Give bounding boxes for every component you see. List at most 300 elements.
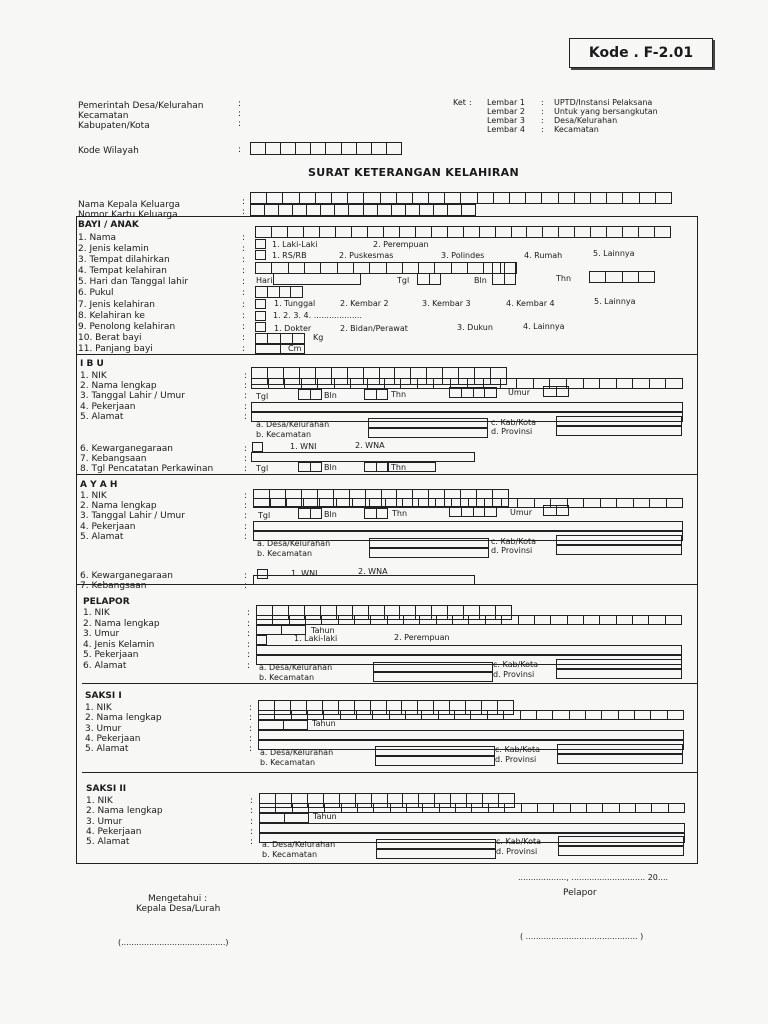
char-cell[interactable]: [518, 498, 535, 508]
char-cell[interactable]: [391, 803, 407, 813]
char-cell[interactable]: [543, 505, 557, 516]
char-cell[interactable]: [364, 462, 377, 472]
char-cell[interactable]: [304, 498, 321, 508]
char-cell[interactable]: [332, 192, 348, 204]
char-cell[interactable]: [606, 271, 622, 283]
char-cell[interactable]: [364, 389, 377, 400]
saksi1-desa-field[interactable]: [375, 746, 495, 756]
saksi2-kecamatan-field[interactable]: [376, 849, 496, 859]
char-cell[interactable]: [587, 803, 603, 813]
char-cell[interactable]: [387, 142, 402, 155]
char-cell[interactable]: [268, 286, 280, 298]
char-cell[interactable]: [292, 710, 308, 720]
char-cell[interactable]: [280, 286, 292, 298]
char-cell[interactable]: [591, 226, 607, 238]
char-cell[interactable]: [352, 226, 368, 238]
char-cell[interactable]: [474, 387, 486, 398]
ibu-kecamatan-field[interactable]: [368, 428, 488, 438]
saksi1-provinsi-field[interactable]: [557, 754, 683, 764]
pukul-boxes[interactable]: [255, 286, 303, 298]
char-cell[interactable]: [287, 498, 304, 508]
char-cell[interactable]: [607, 226, 623, 238]
ayah-provinsi-field[interactable]: [556, 545, 682, 555]
char-cell[interactable]: [364, 204, 378, 216]
char-cell[interactable]: [368, 378, 385, 389]
jenis-kelahiran-box[interactable]: [255, 299, 266, 309]
kawin-bln-boxes[interactable]: [364, 462, 388, 472]
char-cell[interactable]: [601, 498, 618, 508]
char-cell[interactable]: [472, 803, 488, 813]
char-cell[interactable]: [368, 226, 384, 238]
char-cell[interactable]: [416, 226, 432, 238]
char-cell[interactable]: [267, 192, 283, 204]
char-cell[interactable]: [600, 615, 616, 625]
char-cell[interactable]: [311, 462, 323, 472]
char-cell[interactable]: [306, 615, 322, 625]
char-cell[interactable]: [429, 192, 445, 204]
char-cell[interactable]: [355, 615, 371, 625]
saksi2-umur-boxes[interactable]: [259, 813, 309, 823]
char-cell[interactable]: [377, 389, 389, 400]
char-cell[interactable]: [255, 262, 272, 274]
char-cell[interactable]: [378, 204, 392, 216]
char-cell[interactable]: [650, 498, 667, 508]
pelapor-jk-box[interactable]: [256, 635, 267, 645]
char-cell[interactable]: [591, 192, 607, 204]
char-cell[interactable]: [586, 710, 602, 720]
hari-field[interactable]: [273, 273, 361, 285]
char-cell[interactable]: [423, 803, 439, 813]
char-cell[interactable]: [357, 710, 373, 720]
char-cell[interactable]: [335, 378, 352, 389]
char-cell[interactable]: [273, 615, 289, 625]
char-cell[interactable]: [265, 204, 279, 216]
char-cell[interactable]: [281, 333, 293, 344]
bayi-tempat-box[interactable]: [255, 250, 266, 260]
char-cell[interactable]: [461, 192, 477, 204]
char-cell[interactable]: [602, 710, 618, 720]
char-cell[interactable]: [568, 498, 585, 508]
char-cell[interactable]: [255, 344, 281, 354]
char-cell[interactable]: [448, 226, 464, 238]
char-cell[interactable]: [397, 192, 413, 204]
char-cell[interactable]: [357, 142, 372, 155]
char-cell[interactable]: [302, 378, 319, 389]
char-cell[interactable]: [288, 226, 304, 238]
char-cell[interactable]: [321, 204, 335, 216]
char-cell[interactable]: [551, 615, 567, 625]
char-cell[interactable]: [462, 204, 476, 216]
char-cell[interactable]: [633, 615, 649, 625]
saksi2-desa-field[interactable]: [376, 839, 496, 849]
char-cell[interactable]: [311, 389, 323, 400]
char-cell[interactable]: [445, 192, 461, 204]
pelapor-pekerjaan-field[interactable]: [256, 645, 682, 655]
char-cell[interactable]: [570, 710, 586, 720]
char-cell[interactable]: [651, 710, 667, 720]
char-cell[interactable]: [538, 803, 554, 813]
ayah-umur-boxes[interactable]: [543, 505, 569, 516]
char-cell[interactable]: [557, 386, 570, 397]
char-cell[interactable]: [600, 378, 617, 389]
char-cell[interactable]: [504, 710, 520, 720]
char-cell[interactable]: [640, 192, 656, 204]
char-cell[interactable]: [455, 710, 471, 720]
char-cell[interactable]: [293, 204, 307, 216]
char-cell[interactable]: [285, 378, 302, 389]
char-cell[interactable]: [620, 803, 636, 813]
char-cell[interactable]: [349, 204, 363, 216]
char-cell[interactable]: [404, 615, 420, 625]
char-cell[interactable]: [256, 625, 282, 635]
nomor-kk-boxes[interactable]: [250, 204, 476, 216]
char-cell[interactable]: [432, 226, 448, 238]
char-cell[interactable]: [617, 378, 634, 389]
kelahiran-ke-box[interactable]: [255, 311, 266, 321]
char-cell[interactable]: [255, 286, 268, 298]
char-cell[interactable]: [258, 710, 275, 720]
char-cell[interactable]: [617, 615, 633, 625]
char-cell[interactable]: [400, 226, 416, 238]
char-cell[interactable]: [480, 226, 496, 238]
berat-boxes[interactable]: [255, 333, 305, 344]
char-cell[interactable]: [311, 508, 323, 519]
char-cell[interactable]: [250, 192, 267, 204]
char-cell[interactable]: [543, 386, 557, 397]
char-cell[interactable]: [272, 226, 288, 238]
char-cell[interactable]: [385, 378, 402, 389]
char-cell[interactable]: [374, 803, 390, 813]
char-cell[interactable]: [296, 142, 311, 155]
char-cell[interactable]: [584, 378, 601, 389]
char-cell[interactable]: [492, 262, 505, 285]
char-cell[interactable]: [406, 204, 420, 216]
char-cell[interactable]: [543, 226, 559, 238]
char-cell[interactable]: [392, 204, 406, 216]
char-cell[interactable]: [521, 710, 537, 720]
char-cell[interactable]: [285, 813, 310, 823]
char-cell[interactable]: [623, 271, 639, 283]
char-cell[interactable]: [406, 710, 422, 720]
char-cell[interactable]: [502, 498, 519, 508]
char-cell[interactable]: [655, 226, 671, 238]
char-cell[interactable]: [291, 286, 303, 298]
char-cell[interactable]: [251, 378, 269, 389]
char-cell[interactable]: [468, 262, 484, 274]
char-cell[interactable]: [584, 498, 601, 508]
char-cell[interactable]: [307, 204, 321, 216]
char-cell[interactable]: [505, 262, 517, 285]
char-cell[interactable]: [284, 720, 309, 730]
char-cell[interactable]: [489, 803, 505, 813]
char-cell[interactable]: [255, 333, 268, 344]
char-cell[interactable]: [250, 142, 266, 155]
char-cell[interactable]: [250, 204, 265, 216]
char-cell[interactable]: [571, 803, 587, 813]
saksi1-pekerjaan-field[interactable]: [258, 730, 684, 740]
char-cell[interactable]: [478, 192, 494, 204]
char-cell[interactable]: [268, 333, 280, 344]
char-cell[interactable]: [656, 192, 672, 204]
ibu-kebangsaan-field[interactable]: [251, 452, 475, 462]
char-cell[interactable]: [401, 378, 418, 389]
char-cell[interactable]: [364, 508, 377, 519]
pelapor-kab-field[interactable]: [556, 659, 682, 669]
char-cell[interactable]: [311, 142, 326, 155]
char-cell[interactable]: [300, 192, 316, 204]
char-cell[interactable]: [471, 710, 487, 720]
char-cell[interactable]: [293, 803, 309, 813]
char-cell[interactable]: [348, 192, 364, 204]
char-cell[interactable]: [636, 803, 652, 813]
char-cell[interactable]: [279, 204, 293, 216]
char-cell[interactable]: [371, 615, 387, 625]
saksi2-pekerjaan-field[interactable]: [259, 823, 685, 833]
char-cell[interactable]: [635, 710, 651, 720]
char-cell[interactable]: [474, 506, 486, 517]
saksi2-kab-field[interactable]: [558, 836, 684, 846]
char-cell[interactable]: [293, 333, 305, 344]
char-cell[interactable]: [456, 803, 472, 813]
char-cell[interactable]: [526, 192, 542, 204]
char-cell[interactable]: [522, 803, 538, 813]
ibu-tgl-boxes[interactable]: [298, 389, 322, 400]
char-cell[interactable]: [337, 498, 354, 508]
kawin-tgl-boxes[interactable]: [298, 462, 322, 472]
char-cell[interactable]: [589, 271, 606, 283]
char-cell[interactable]: [358, 803, 374, 813]
bayi-jk-box[interactable]: [255, 239, 266, 249]
char-cell[interactable]: [377, 508, 389, 519]
char-cell[interactable]: [275, 710, 291, 720]
char-cell[interactable]: [298, 508, 311, 519]
char-cell[interactable]: [322, 615, 338, 625]
char-cell[interactable]: [554, 803, 570, 813]
char-cell[interactable]: [496, 226, 512, 238]
char-cell[interactable]: [320, 226, 336, 238]
char-cell[interactable]: [290, 615, 306, 625]
char-cell[interactable]: [420, 615, 436, 625]
char-cell[interactable]: [335, 204, 349, 216]
tgl-boxes[interactable]: [417, 273, 441, 285]
ibu-thn-boxes[interactable]: [449, 387, 497, 398]
saksi1-umur-boxes[interactable]: [258, 720, 308, 730]
ibu-desa-field[interactable]: [368, 418, 488, 428]
char-cell[interactable]: [281, 142, 296, 155]
char-cell[interactable]: [255, 226, 272, 238]
char-cell[interactable]: [407, 803, 423, 813]
saksi1-kecamatan-field[interactable]: [375, 756, 495, 766]
pelapor-desa-field[interactable]: [373, 662, 493, 672]
char-cell[interactable]: [370, 262, 386, 274]
ayah-bln-boxes[interactable]: [364, 508, 388, 519]
char-cell[interactable]: [417, 273, 430, 285]
char-cell[interactable]: [568, 615, 584, 625]
ayah-thn-boxes[interactable]: [449, 506, 497, 517]
char-cell[interactable]: [372, 142, 387, 155]
char-cell[interactable]: [617, 498, 634, 508]
char-cell[interactable]: [575, 226, 591, 238]
pelapor-provinsi-field[interactable]: [556, 669, 682, 679]
char-cell[interactable]: [341, 710, 357, 720]
char-cell[interactable]: [413, 192, 429, 204]
char-cell[interactable]: [623, 226, 639, 238]
char-cell[interactable]: [462, 506, 474, 517]
saksi1-kab-field[interactable]: [557, 744, 683, 754]
char-cell[interactable]: [373, 710, 389, 720]
ibu-umur-boxes[interactable]: [543, 386, 569, 397]
char-cell[interactable]: [527, 226, 543, 238]
char-cell[interactable]: [567, 378, 584, 389]
char-cell[interactable]: [623, 192, 639, 204]
char-cell[interactable]: [519, 615, 535, 625]
char-cell[interactable]: [669, 803, 685, 813]
char-cell[interactable]: [342, 803, 358, 813]
char-cell[interactable]: [434, 204, 448, 216]
char-cell[interactable]: [439, 710, 455, 720]
char-cell[interactable]: [258, 720, 284, 730]
penolong-box[interactable]: [255, 322, 266, 332]
char-cell[interactable]: [462, 387, 474, 398]
char-cell[interactable]: [430, 273, 442, 285]
char-cell[interactable]: [351, 378, 368, 389]
char-cell[interactable]: [512, 226, 528, 238]
char-cell[interactable]: [283, 192, 299, 204]
char-cell[interactable]: [388, 462, 436, 472]
char-cell[interactable]: [666, 378, 683, 389]
char-cell[interactable]: [486, 615, 502, 625]
char-cell[interactable]: [505, 803, 521, 813]
ibu-bln-boxes[interactable]: [364, 389, 388, 400]
char-cell[interactable]: [419, 498, 436, 508]
char-cell[interactable]: [452, 262, 468, 274]
char-cell[interactable]: [634, 498, 651, 508]
char-cell[interactable]: [364, 192, 380, 204]
pelapor-nama-boxes[interactable]: [256, 615, 682, 625]
ayah-desa-field[interactable]: [369, 538, 489, 548]
char-cell[interactable]: [403, 498, 420, 508]
char-cell[interactable]: [502, 615, 518, 625]
char-cell[interactable]: [488, 710, 504, 720]
char-cell[interactable]: [559, 192, 575, 204]
char-cell[interactable]: [494, 192, 510, 204]
char-cell[interactable]: [298, 462, 311, 472]
char-cell[interactable]: [353, 498, 370, 508]
char-cell[interactable]: [650, 378, 667, 389]
char-cell[interactable]: [253, 498, 271, 508]
char-cell[interactable]: [649, 615, 665, 625]
char-cell[interactable]: [559, 226, 575, 238]
char-cell[interactable]: [575, 192, 591, 204]
ayah-kecamatan-field[interactable]: [369, 548, 489, 558]
char-cell[interactable]: [377, 462, 389, 472]
char-cell[interactable]: [387, 262, 403, 274]
char-cell[interactable]: [256, 615, 273, 625]
char-cell[interactable]: [639, 271, 655, 283]
char-cell[interactable]: [449, 387, 462, 398]
char-cell[interactable]: [339, 615, 355, 625]
char-cell[interactable]: [553, 710, 569, 720]
thn-boxes[interactable]: [589, 271, 655, 283]
char-cell[interactable]: [619, 710, 635, 720]
char-cell[interactable]: [607, 192, 623, 204]
char-cell[interactable]: [259, 813, 285, 823]
char-cell[interactable]: [418, 378, 435, 389]
char-cell[interactable]: [668, 710, 684, 720]
char-cell[interactable]: [266, 142, 281, 155]
char-cell[interactable]: [453, 615, 469, 625]
char-cell[interactable]: [666, 615, 682, 625]
nama-kepala-boxes[interactable]: [250, 192, 672, 204]
char-cell[interactable]: [390, 710, 406, 720]
char-cell[interactable]: [485, 387, 497, 398]
char-cell[interactable]: [420, 204, 434, 216]
char-cell[interactable]: [298, 389, 311, 400]
char-cell[interactable]: [276, 803, 292, 813]
char-cell[interactable]: [633, 378, 650, 389]
char-cell[interactable]: [271, 498, 288, 508]
char-cell[interactable]: [342, 142, 357, 155]
char-cell[interactable]: [304, 226, 320, 238]
char-cell[interactable]: [510, 192, 526, 204]
char-cell[interactable]: [384, 226, 400, 238]
char-cell[interactable]: [440, 803, 456, 813]
char-cell[interactable]: [422, 710, 438, 720]
char-cell[interactable]: [485, 506, 497, 517]
bln-boxes[interactable]: [492, 262, 516, 285]
char-cell[interactable]: [542, 192, 558, 204]
ibu-pekerjaan-field[interactable]: [251, 402, 683, 412]
ibu-provinsi-field[interactable]: [556, 426, 682, 436]
char-cell[interactable]: [318, 378, 335, 389]
char-cell[interactable]: [469, 615, 485, 625]
char-cell[interactable]: [603, 803, 619, 813]
char-cell[interactable]: [316, 192, 332, 204]
char-cell[interactable]: [667, 498, 684, 508]
char-cell[interactable]: [437, 615, 453, 625]
char-cell[interactable]: [448, 204, 462, 216]
kawin-thn-boxes[interactable]: [388, 462, 436, 472]
char-cell[interactable]: [381, 192, 397, 204]
ibu-kewarganegaraan-box[interactable]: [252, 442, 263, 452]
char-cell[interactable]: [259, 803, 276, 813]
char-cell[interactable]: [326, 142, 341, 155]
bayi-nama-boxes[interactable]: [255, 226, 671, 238]
char-cell[interactable]: [320, 498, 337, 508]
char-cell[interactable]: [269, 378, 286, 389]
char-cell[interactable]: [584, 615, 600, 625]
kode-wilayah-boxes[interactable]: [250, 142, 402, 155]
ayah-pekerjaan-field[interactable]: [253, 521, 683, 531]
char-cell[interactable]: [557, 505, 570, 516]
ayah-kebangsaan-field[interactable]: [253, 575, 475, 585]
char-cell[interactable]: [652, 803, 668, 813]
ibu-kab-field[interactable]: [556, 416, 682, 426]
char-cell[interactable]: [537, 710, 553, 720]
pelapor-kecamatan-field[interactable]: [373, 672, 493, 682]
ayah-tgl-boxes[interactable]: [298, 508, 322, 519]
char-cell[interactable]: [639, 226, 655, 238]
char-cell[interactable]: [449, 506, 462, 517]
ayah-kab-field[interactable]: [556, 535, 682, 545]
saksi2-provinsi-field[interactable]: [558, 846, 684, 856]
char-cell[interactable]: [535, 615, 551, 625]
char-cell[interactable]: [370, 498, 387, 508]
char-cell[interactable]: [386, 498, 403, 508]
char-cell[interactable]: [464, 226, 480, 238]
char-cell[interactable]: [388, 615, 404, 625]
char-cell[interactable]: [336, 226, 352, 238]
